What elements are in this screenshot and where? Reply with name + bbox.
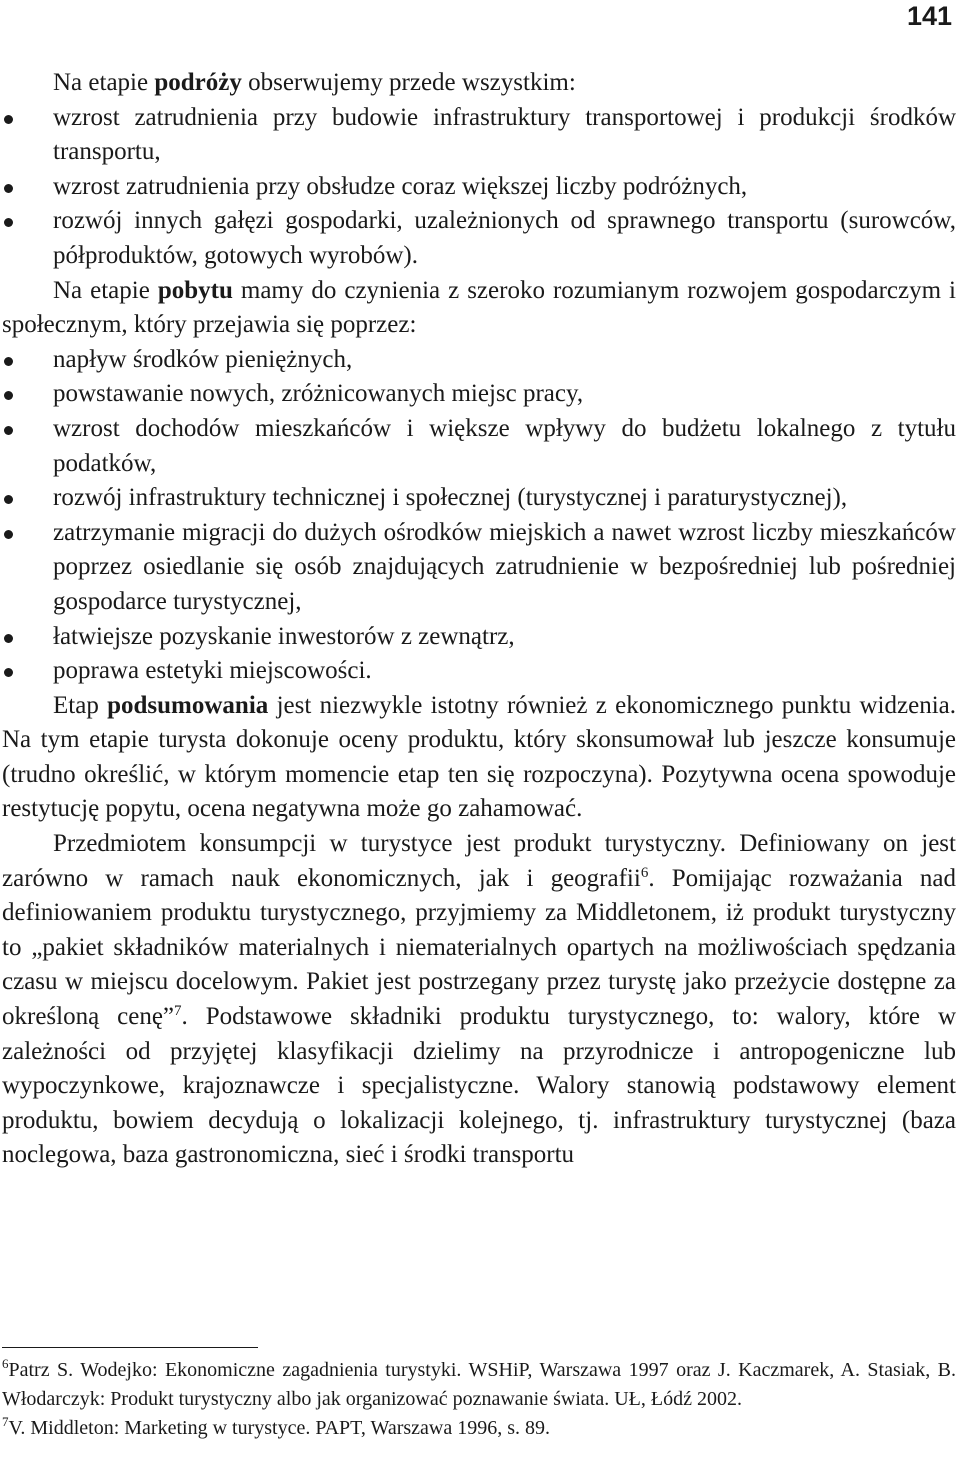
footnote-6: $^6$Patrz S. Wodejko: Ekonomiczne zagadnienia turystyki. WSHiP, Warszawa 1997 oraz J. Kaczmarek, A. Stasiak, B. Włodarczyk: Produkt turystyczny albo jak organizować poznawanie świata. UŁ, Łódź 2002. xyxy=(2,1356,956,1410)
list-item: wzrost zatrudnienia przy budowie infrastruktury transportowej i produkcji środków transportu, xyxy=(2,101,956,170)
travel-effects-list xyxy=(2,101,956,274)
travel-intro: Na etapie podróży obserwujemy przede wszystkim: xyxy=(53,69,576,96)
list-item: napływ środków pieniężnych, xyxy=(2,343,956,378)
main-text xyxy=(2,66,956,1173)
page-number: 141 xyxy=(906,1,952,31)
footnotes xyxy=(2,1356,956,1443)
list-item: zatrzymanie migracji do dużych ośrodków miejskich a nawet wzrost liczby mieszkańców poprzez osiedlanie się osób znajdujących zatrudnienie w bezpośredniej lub pośredniej gospodarce turystycznej, xyxy=(2,516,956,620)
travel-stage-term: podróży xyxy=(154,69,242,96)
stay-effects-list xyxy=(2,343,956,689)
list-item: rozwój innych gałęzi gospodarki, uzależnionych od sprawnego transportu (surowców, półproduktów, gotowych wyrobów). xyxy=(2,204,956,273)
footnote-ref-6[interactable]: 6 xyxy=(640,864,649,881)
footnote-7: $^7$V. Middleton: Marketing w turystyce. PAPT, Warszawa 1996, s. 89. xyxy=(2,1414,550,1439)
footnote-ref-7[interactable]: 7 xyxy=(174,1003,182,1020)
product-paragraph: Przedmiotem konsumpcji w turystyce jest produkt turystyczny. Definiowany on jest zarówno w ramach nauk ekonomicznych, jak i geografii$^6$. Pomijając rozważania nad definiowaniem produktu turystycznego, przyjmiemy za Middletonem, iż produkt turystyczny to „pakiet składników materialnych i niematerialnych opartych na możliwościach spędzania czasu w miejscu docelowym. Pakiet jest postrzegany przez turystę jako przeżycie dostępne za określoną cenę”$^7$. Podstawowe składniki produktu turystycznego, to: walory, które w zależności od przyjętej klasyfikacji dzielimy na przyrodnicze i antropogeniczne lub wypoczynkowe, krajoznawcze i specjalistyczne. Walory stanowią podstawowy element produktu, bowiem decydują o lokalizacji kolejnego, tj. infrastruktury turystycznej (baza noclegowa, baza gastronomiczna, sieć i środki transportu xyxy=(2,830,956,1169)
list-item: wzrost zatrudnienia przy obsłudze coraz większej liczby podróżnych, xyxy=(2,170,956,205)
list-item: łatwiejsze pozyskanie inwestorów z zewnątrz, xyxy=(2,620,956,655)
list-item: poprawa estetyki miejscowości. xyxy=(2,654,956,689)
footnote-divider xyxy=(2,1347,258,1348)
summary-stage-term: podsumowania xyxy=(107,691,269,719)
list-item: wzrost dochodów mieszkańców i większe wpływy do budżetu lokalnego z tytułu podatków, xyxy=(2,412,956,481)
stay-stage-term: pobytu xyxy=(157,276,233,304)
list-item: rozwój infrastruktury technicznej i społecznej (turystycznej i paraturystycznej), xyxy=(2,481,956,516)
list-item: powstawanie nowych, zróżnicowanych miejsc pracy, xyxy=(2,377,956,412)
summary-paragraph: Etap podsumowania jest niezwykle istotny również z ekonomicznego punktu widzenia. Na tym etapie turysta dokonuje oceny produktu, który skonsumował lub jeszcze konsumuje (trudno określić, w którym momencie etap ten się rozpoczyna). Pozytywna ocena spowoduje restytucję popytu, ocena negatywna może go zahamować. xyxy=(2,691,956,823)
stay-intro: Na etapie pobytu mamy do czynienia z szeroko rozumianym rozwojem gospodarczym i społecznym, który przejawia się poprzez: xyxy=(2,276,956,339)
